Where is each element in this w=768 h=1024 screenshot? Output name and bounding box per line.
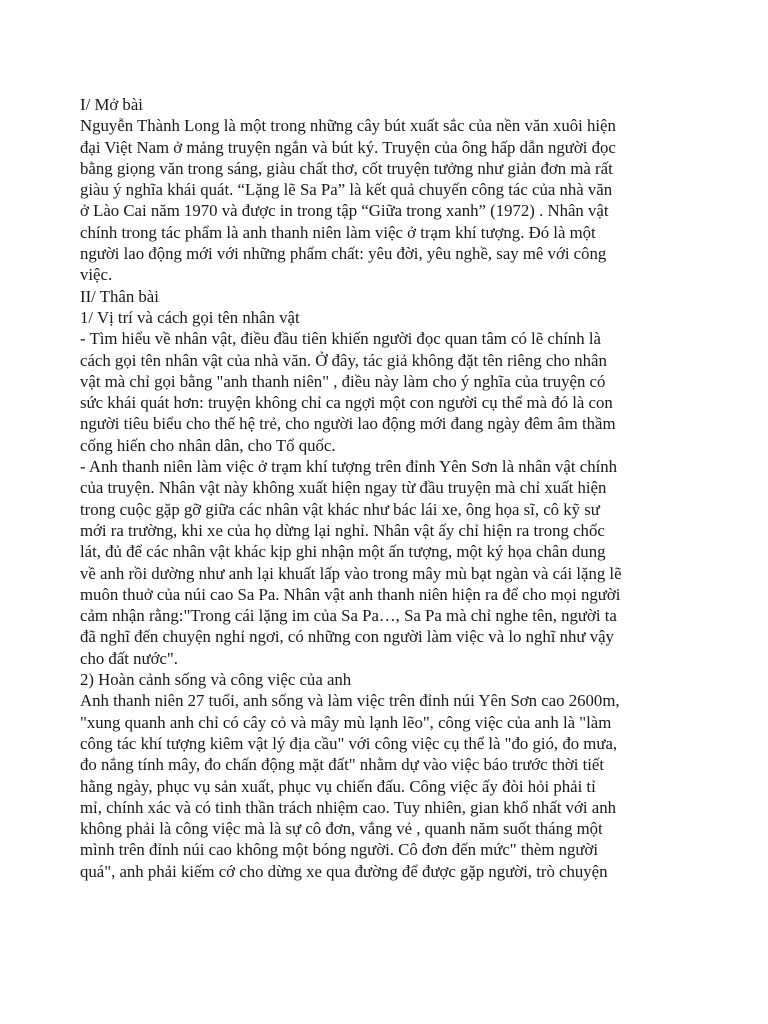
text-line: việc. xyxy=(80,265,113,285)
text-line: - Anh thanh niên làm việc ở trạm khí tượng trên đỉnh Yên Sơn là nhân vật chính xyxy=(80,457,618,477)
text-line: lát, đủ để các nhân vật khác kịp ghi nhận một ấn tượng, một ký họa chân dung xyxy=(80,542,606,562)
text-line: giàu ý nghĩa khái quát. “Lặng lẽ Sa Pa” là kết quả chuyến công tác của nhà văn xyxy=(80,180,613,200)
text-line: người lao động mới với những phẩm chất: yêu đời, yêu nghề, say mê với công xyxy=(80,244,607,264)
text-line: sức khái quát hơn: truyện không chỉ ca ngợi một con người cụ thể mà đó là con xyxy=(80,393,613,413)
text-line: đại Việt Nam ở mảng truyện ngắn và bút ký. Truyện của ông hấp dẫn người đọc xyxy=(80,137,616,157)
text-line: chính trong tác phẩm là anh thanh niên làm việc ở trạm khí tượng. Đó là một xyxy=(80,222,596,242)
document-page xyxy=(80,94,710,882)
text-line: cảm nhận rằng:"Trong cái lặng im của Sa Pa…, Sa Pa mà chỉ nghe tên, người ta xyxy=(80,606,617,626)
text-line: quá", anh phải kiếm cớ cho dừng xe qua đường để được gặp người, trò chuyện xyxy=(80,861,608,881)
text-line: mỉ, chính xác và có tinh thần trách nhiệm cao. Tuy nhiên, gian khổ nhất với anh xyxy=(80,797,616,817)
heading-than-bai: II/ Thân bài xyxy=(80,286,159,306)
text-line: vật mà chỉ gọi bằng "anh thanh niên" , điều này làm cho ý nghĩa của truyện có xyxy=(80,371,606,391)
text-line: của truyện. Nhân vật này không xuất hiện ngay từ đầu truyện mà chỉ xuất hiện xyxy=(80,478,607,498)
heading-mo-bai: I/ Mở bài xyxy=(80,95,143,114)
text-line: hằng ngày, phục vụ sản xuất, phục vụ chiến đấu. Công việc ấy đòi hỏi phải tỉ xyxy=(80,776,596,796)
text-line: Anh thanh niên 27 tuổi, anh sống và làm việc trên đỉnh núi Yên Sơn cao 2600m, xyxy=(80,691,620,711)
text-line: người tiêu biểu cho thế hệ trẻ, cho người lao động mới đang ngày đêm âm thầm xyxy=(80,414,616,434)
text-line: mới ra trường, khi xe của họ dừng lại nghỉ. Nhân vật ấy chỉ hiện ra trong chốc xyxy=(80,520,605,540)
text-line: ở Lào Cai năm 1970 và được in trong tập “Giữa trong xanh” (1972) . Nhân vật xyxy=(80,201,609,221)
text-line: mình trên đỉnh núi cao không một bóng người. Cô đơn đến mức" thèm người xyxy=(80,840,598,860)
text-line: Nguyễn Thành Long là một trong những cây bút xuất sắc của nền văn xuôi hiện xyxy=(80,116,616,136)
text-line: đo nắng tính mây, đo chấn động mặt đất" nhằm dự vào việc báo trước thời tiết xyxy=(80,755,605,775)
text-line: "xung quanh anh chỉ có cây cỏ và mây mù lạnh lẽo", công việc của anh là "làm xyxy=(80,712,612,732)
text-line: công tác khí tượng kiêm vật lý địa cầu" với công việc cụ thể là "đo gió, đo mưa, xyxy=(80,733,618,753)
text-line: bằng giọng văn trong sáng, giàu chất thơ, cốt truyện tưởng như giản đơn mà rất xyxy=(80,158,613,178)
subheading-hoan-canh: 2) Hoàn cảnh sống và công việc của anh xyxy=(80,670,352,690)
text-line: muôn thuở của núi cao Sa Pa. Nhân vật anh thanh niên hiện ra để cho mọi người xyxy=(80,584,621,604)
text-line: không phải là công việc mà là sự cô đơn, vắng vẻ , quanh năm suốt tháng một xyxy=(80,819,603,839)
text-line: đã nghĩ đến chuyện nghỉ ngơi, có những con người làm việc và lo nghĩ như vậy xyxy=(80,627,614,647)
text-line: trong cuộc gặp gỡ giữa các nhân vật khác như bác lái xe, ông họa sĩ, cô kỹ sư xyxy=(80,499,600,519)
text-line: cho đất nước". xyxy=(80,648,178,668)
text-line: cống hiến cho nhân dân, cho Tổ quốc. xyxy=(80,435,336,455)
subheading-vi-tri: 1/ Vị trí và cách gọi tên nhân vật xyxy=(80,307,300,327)
text-line: về anh rồi dường như anh lại khuất lấp vào trong mây mù bạt ngàn và cái lặng lẽ xyxy=(80,563,622,583)
text-line: - Tìm hiểu về nhân vật, điều đầu tiên khiến người đọc quan tâm có lẽ chính là xyxy=(80,329,601,349)
text-line: cách gọi tên nhân vật của nhà văn. Ở đây, tác giả không đặt tên riêng cho nhân xyxy=(80,350,607,370)
